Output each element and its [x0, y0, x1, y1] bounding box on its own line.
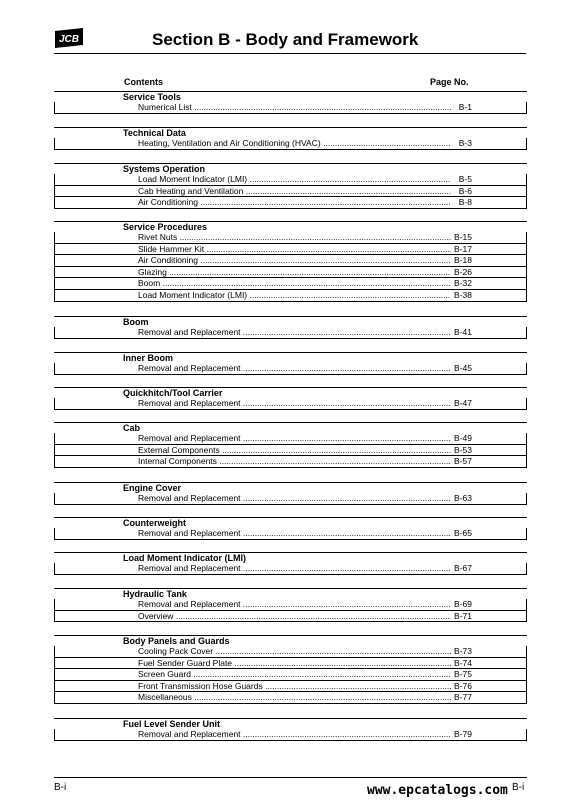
section-heading: Cab: [54, 422, 527, 433]
toc-section: [54, 352, 527, 375]
entry-page-number: B-5: [458, 174, 472, 184]
section-heading: Engine Cover: [54, 482, 527, 493]
page-title: Section B - Body and Framework: [152, 30, 419, 49]
entry-page-number: B-6: [458, 185, 472, 196]
entry-label: Slide Hammer Kit .....: [138, 244, 451, 255]
entry-page-number: B-32: [454, 278, 472, 289]
entry-label: Removal and Replacement .....: [138, 363, 451, 374]
entry-page-number: B-3: [458, 138, 472, 148]
toc-section: [54, 588, 527, 622]
entry-label: Boom .....: [138, 278, 451, 289]
toc-entry[interactable]: [54, 174, 527, 186]
entry-page-number: B-75: [454, 669, 472, 680]
entry-label: Rivet Nuts .....: [138, 232, 451, 243]
toc-entry[interactable]: [54, 681, 527, 693]
toc-section: [54, 422, 527, 468]
entry-page-number: B-41: [454, 327, 472, 337]
entry-page-number: B-69: [454, 599, 472, 609]
entry-label: Fuel Sender Guard Plate .....: [138, 658, 451, 669]
entry-page-number: B-47: [454, 398, 472, 408]
watermark: www.epcatalogs.com: [367, 783, 508, 798]
entry-label: Removal and Replacement .....: [138, 528, 451, 539]
entry-page-number: B-74: [454, 657, 472, 668]
contents-heading: Contents: [124, 77, 163, 87]
toc-section: [54, 517, 527, 540]
section-heading: Body Panels and Guards: [54, 635, 527, 646]
section-heading: Technical Data: [54, 127, 527, 138]
toc-section: [54, 387, 527, 410]
entry-label: Front Transmission Hose Guards .....: [138, 681, 451, 692]
entry-page-number: B-53: [454, 444, 472, 455]
section-heading: Inner Boom: [54, 352, 527, 363]
entry-label: Cab Heating and Ventilation .....: [138, 186, 451, 197]
toc-entry[interactable]: [54, 433, 527, 445]
section-heading: Fuel Level Sender Unit: [54, 718, 527, 729]
entry-label: Overview .....: [138, 611, 451, 622]
entry-page-number: B-18: [454, 255, 472, 266]
toc-entry[interactable]: [54, 456, 527, 468]
toc-entry[interactable]: [54, 255, 527, 267]
entry-label: Load Moment Indicator (LMI) .....: [138, 174, 451, 185]
entry-label: Glazing .....: [138, 267, 451, 278]
toc-section: [54, 718, 527, 741]
entry-page-number: B-79: [454, 729, 472, 739]
entry-label: Removal and Replacement .....: [138, 493, 451, 504]
section-heading: Service Procedures: [54, 221, 527, 232]
entry-page-number: B-8: [458, 197, 472, 208]
entry-page-number: B-67: [454, 563, 472, 573]
entry-page-number: B-65: [454, 528, 472, 538]
toc-entry[interactable]: [54, 363, 527, 375]
section-heading: Boom: [54, 316, 527, 327]
toc-entry[interactable]: [54, 493, 527, 505]
toc-section: [54, 221, 527, 302]
page-no-heading: Page No.: [430, 77, 469, 87]
entry-page-number: B-45: [454, 363, 472, 373]
entry-page-number: B-57: [454, 456, 472, 467]
toc-entry[interactable]: [54, 138, 527, 150]
toc-section: [54, 482, 527, 505]
toc-section: [54, 91, 527, 114]
entry-label: Removal and Replacement .....: [138, 327, 451, 338]
entry-page-number: B-49: [454, 433, 472, 443]
section-heading: Hydraulic Tank: [54, 588, 527, 599]
toc-entry[interactable]: [54, 267, 527, 279]
toc-entry[interactable]: [54, 563, 527, 575]
toc-entry[interactable]: [54, 327, 527, 339]
toc-entry[interactable]: [54, 528, 527, 540]
section-heading: Counterweight: [54, 517, 527, 528]
toc-entry[interactable]: [54, 658, 527, 670]
entry-page-number: B-73: [454, 646, 472, 656]
toc-section: [54, 552, 527, 575]
entry-label: Removal and Replacement .....: [138, 433, 451, 444]
entry-label: Air Conditioning .....: [138, 255, 451, 266]
entry-page-number: B-71: [454, 610, 472, 621]
entry-label: Removal and Replacement .....: [138, 729, 451, 740]
toc-entry[interactable]: [54, 244, 527, 256]
toc-entry[interactable]: [54, 729, 527, 741]
toc-entry[interactable]: [54, 669, 527, 681]
entry-page-number: B-38: [454, 289, 472, 300]
entry-label: Load Moment Indicator (LMI) .....: [138, 290, 451, 301]
toc-entry[interactable]: [54, 599, 527, 611]
entry-label: Internal Components .....: [138, 456, 451, 467]
toc-entry[interactable]: [54, 232, 527, 244]
footer-divider: [54, 777, 527, 778]
toc-entry[interactable]: [54, 398, 527, 410]
toc-entry[interactable]: [54, 197, 527, 209]
toc-entry[interactable]: [54, 646, 527, 658]
footer-page-left: B-i: [54, 782, 67, 793]
entry-label: Numerical List .....: [138, 102, 451, 113]
toc-entry[interactable]: [54, 611, 527, 623]
entry-page-number: B-15: [454, 232, 472, 242]
entry-label: Miscellaneous .....: [138, 692, 451, 703]
section-heading: Service Tools: [54, 91, 527, 102]
entry-page-number: B-77: [454, 692, 472, 703]
entry-label: Screen Guard .....: [138, 669, 451, 680]
entry-page-number: B-76: [454, 680, 472, 691]
toc-section: [54, 127, 527, 150]
toc-entry[interactable]: [54, 290, 527, 302]
toc-section: [54, 163, 527, 209]
toc-entry[interactable]: [54, 186, 527, 198]
entry-label: External Components .....: [138, 445, 451, 456]
footer-page-right: B-i: [512, 782, 525, 793]
toc-section: [54, 635, 527, 704]
toc-entry[interactable]: [54, 278, 527, 290]
entry-page-number: B-63: [454, 493, 472, 503]
entry-page-number: B-1: [458, 102, 472, 112]
entry-label: Heating, Ventilation and Air Conditioning (HVAC) .....: [138, 138, 451, 149]
section-heading: Quickhitch/Tool Carrier: [54, 387, 527, 398]
section-heading: Load Moment Indicator (LMI): [54, 552, 527, 563]
entry-label: Removal and Replacement .....: [138, 599, 451, 610]
entry-page-number: B-26: [454, 266, 472, 277]
toc-entry[interactable]: [54, 692, 527, 704]
svg-text:JCB: JCB: [58, 34, 80, 45]
entry-label: Removal and Replacement .....: [138, 398, 451, 409]
entry-page-number: B-17: [454, 243, 472, 254]
entry-label: Cooling Pack Cover .....: [138, 646, 451, 657]
toc-entry[interactable]: [54, 102, 527, 114]
toc-section: [54, 316, 527, 339]
section-heading: Systems Operation: [54, 163, 527, 174]
toc-entry[interactable]: [54, 445, 527, 457]
entry-label: Air Conditioning .....: [138, 197, 451, 208]
entry-label: Removal and Replacement .....: [138, 563, 451, 574]
